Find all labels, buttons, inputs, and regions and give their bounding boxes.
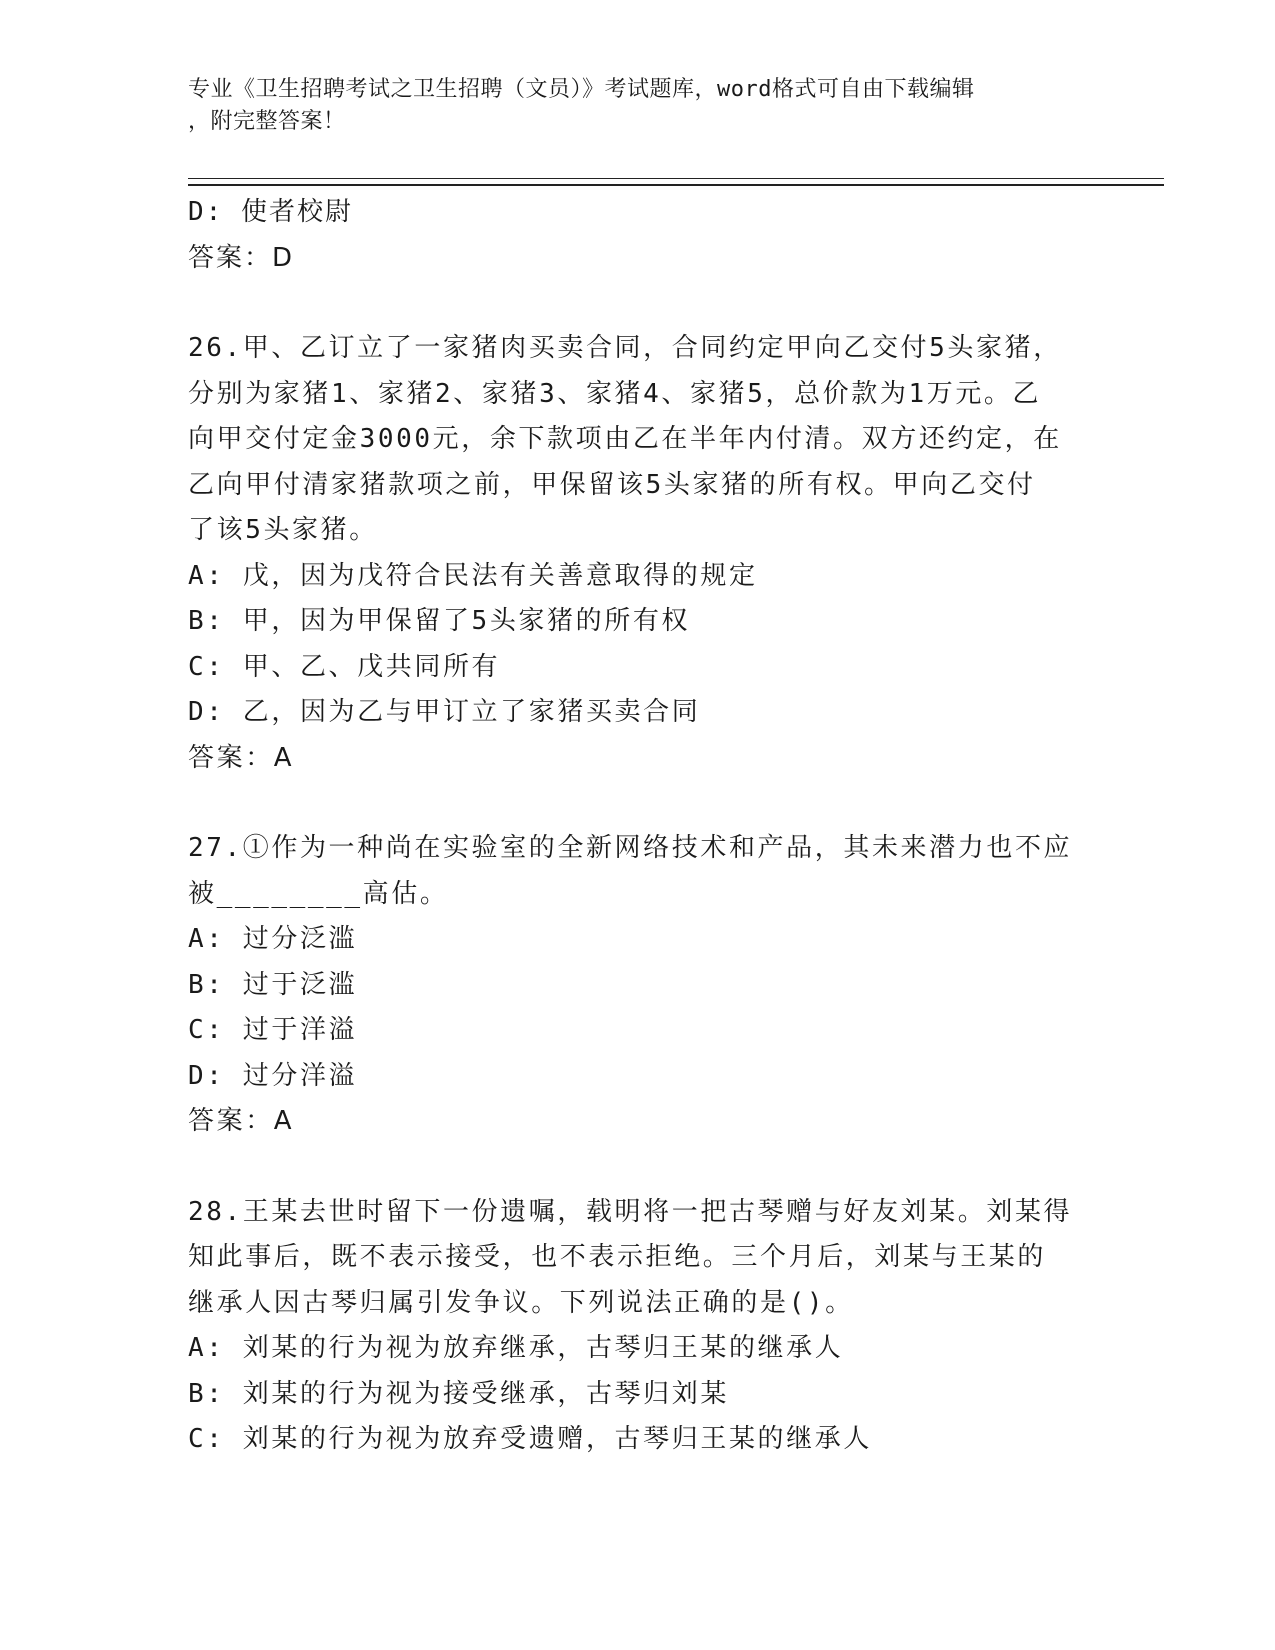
option-b: B: 过于泛滥 bbox=[188, 969, 358, 1000]
answer: 答案：A bbox=[188, 742, 295, 773]
question-text-line: 分别为家猪1、家猪2、家猪3、家猪4、家猪5，总价款为1万元。乙 bbox=[188, 378, 1042, 409]
option-a: A: 过分泛滥 bbox=[188, 924, 358, 954]
document-body bbox=[188, 190, 1088, 1463]
question-text-line: 向甲交付定金3000元，余下款项由乙在半年内付清。双方还约定，在 bbox=[188, 424, 1062, 454]
question-text-line: 知此事后，既不表示接受，也不表示拒绝。三个月后，刘某与王某的 bbox=[188, 1242, 1047, 1272]
spacer bbox=[188, 281, 1088, 326]
question-text-line: 继承人因古琴归属引发争议。下列说法正确的是()。 bbox=[188, 1287, 854, 1318]
header-title-line-2: ，附完整答案！ bbox=[188, 109, 346, 134]
option-d: D: 乙，因为乙与甲订立了家猪买卖合同 bbox=[188, 697, 701, 727]
header-divider bbox=[188, 178, 1164, 186]
question-text-line: 乙向甲付清家猪款项之前，甲保留该5头家猪的所有权。甲向乙交付 bbox=[188, 469, 1036, 500]
question-text-line: 了该5头家猪。 bbox=[188, 515, 378, 545]
prev-question-option-d: D: 使者校尉 bbox=[188, 197, 353, 227]
option-b: B: 甲，因为甲保留了5头家猪的所有权 bbox=[188, 606, 691, 636]
question-text-line: 被________高估。 bbox=[188, 878, 449, 909]
question-26 bbox=[188, 326, 1088, 781]
header-title-line-1: 专业《卫生招聘考试之卫生招聘（文员）》考试题库，word格式可自由下载编辑 bbox=[188, 77, 975, 102]
option-a: A: 戊，因为戊符合民法有关善意取得的规定 bbox=[188, 560, 758, 591]
question-text-line: 26.甲、乙订立了一家猪肉买卖合同，合同约定甲向乙交付5头家猪， bbox=[188, 333, 1062, 363]
question-text-line: 28.王某去世时留下一份遗嘱，载明将一把古琴赠与好友刘某。刘某得 bbox=[188, 1196, 1073, 1227]
option-c: C: 刘某的行为视为放弃受遗赠，古琴归王某的继承人 bbox=[188, 1424, 872, 1454]
option-b: B: 刘某的行为视为接受继承，古琴归刘某 bbox=[188, 1378, 729, 1409]
spacer bbox=[188, 781, 1088, 826]
question-28 bbox=[188, 1190, 1088, 1463]
spacer bbox=[188, 1145, 1088, 1190]
option-c: C: 过于洋溢 bbox=[188, 1015, 358, 1045]
question-27 bbox=[188, 826, 1088, 1145]
option-a: A: 刘某的行为视为放弃继承，古琴归王某的继承人 bbox=[188, 1333, 844, 1363]
question-text-line: 27.①作为一种尚在实验室的全新网络技术和产品，其未来潜力也不应 bbox=[188, 833, 1073, 863]
option-d: D: 过分洋溢 bbox=[188, 1060, 358, 1091]
option-c: C: 甲、乙、戊共同所有 bbox=[188, 651, 501, 682]
page-header bbox=[188, 74, 1088, 138]
prev-question-answer: 答案：D bbox=[188, 242, 295, 273]
answer: 答案：A bbox=[188, 1106, 295, 1136]
